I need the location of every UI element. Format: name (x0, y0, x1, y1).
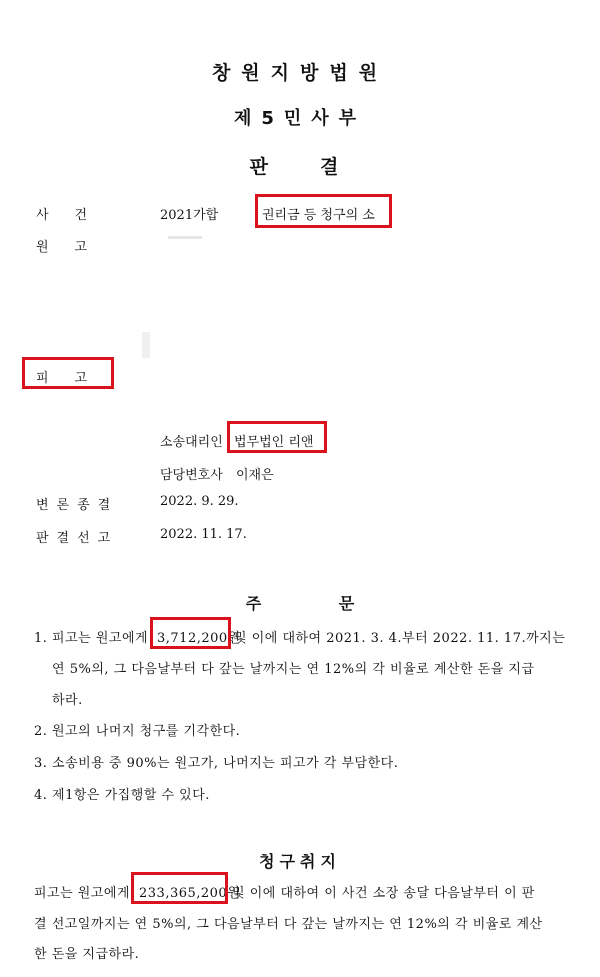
case-name: 권리금 등 청구의 소 (262, 208, 375, 223)
order-item-1-cont: 및 이에 대하여 2021. 3. 4.부터 2022. 11. 17.까지는 (234, 631, 566, 646)
claim-line-1-cont: 및 이에 대하여 이 사건 소장 송달 다음날부터 이 판 (232, 886, 535, 901)
order-item-1-start: 1. 피고는 원고에게 (34, 631, 149, 646)
counsel-name: 법무법인 리앤 (234, 435, 314, 450)
redacted-plaintiff (168, 236, 202, 239)
order-item-1-line3: 하라. (52, 693, 83, 708)
attorney-name: 이재은 (236, 468, 274, 483)
closing-date: 2022. 9. 29. (160, 494, 239, 509)
order-item-1-amount: 3,712,200원 (157, 631, 241, 646)
closing-label: 변론종결 (36, 498, 119, 513)
counsel-label: 소송대리인 (160, 435, 223, 450)
ruling-date: 2022. 11. 17. (160, 527, 247, 542)
claim-amount-highlight (131, 872, 228, 904)
order-amount-highlight (150, 617, 231, 649)
order-item-2: 2. 원고의 나머지 청구를 기각한다. (34, 724, 241, 739)
claim-line-3: 한 돈을 지급하라. (34, 947, 140, 962)
court-name: 창원지방법원 (211, 62, 389, 84)
order-item-1-line2: 연 5%의, 그 다음날부터 다 갚는 날까지는 연 12%의 각 비율로 계산한 돈을 지급 (52, 662, 535, 677)
redaction-mark (142, 332, 150, 358)
claim-title: 청구취지 (259, 852, 341, 871)
order-item-3: 3. 소송비용 중 90%는 원고가, 나머지는 피고가 각 부담한다. (34, 756, 399, 771)
division-name: 제5민사부 (233, 108, 367, 129)
defendant-label: 피고 (36, 371, 114, 386)
case-number: 2021가합 (160, 208, 219, 223)
order-title: 주 문 (245, 594, 391, 613)
case-name-highlight (255, 194, 392, 228)
counsel-highlight (227, 421, 327, 453)
ruling-label: 판결선고 (36, 531, 119, 546)
order-item-4: 4. 제1항은 가집행할 수 있다. (34, 788, 210, 803)
claim-amount: 233,365,200원 (139, 886, 241, 901)
attorney-label: 담당변호사 (160, 468, 223, 483)
plaintiff-label: 원고 (36, 240, 114, 255)
claim-line-1-start: 피고는 원고에게 (34, 886, 131, 901)
document-type: 판결 (249, 156, 391, 178)
defendant-highlight (22, 357, 114, 389)
claim-line-2: 결 선고일까지는 연 5%의, 그 다음날부터 다 갚는 날까지는 연 12%의 각 비율로 계산 (34, 917, 543, 932)
case-label: 사건 (36, 208, 114, 223)
